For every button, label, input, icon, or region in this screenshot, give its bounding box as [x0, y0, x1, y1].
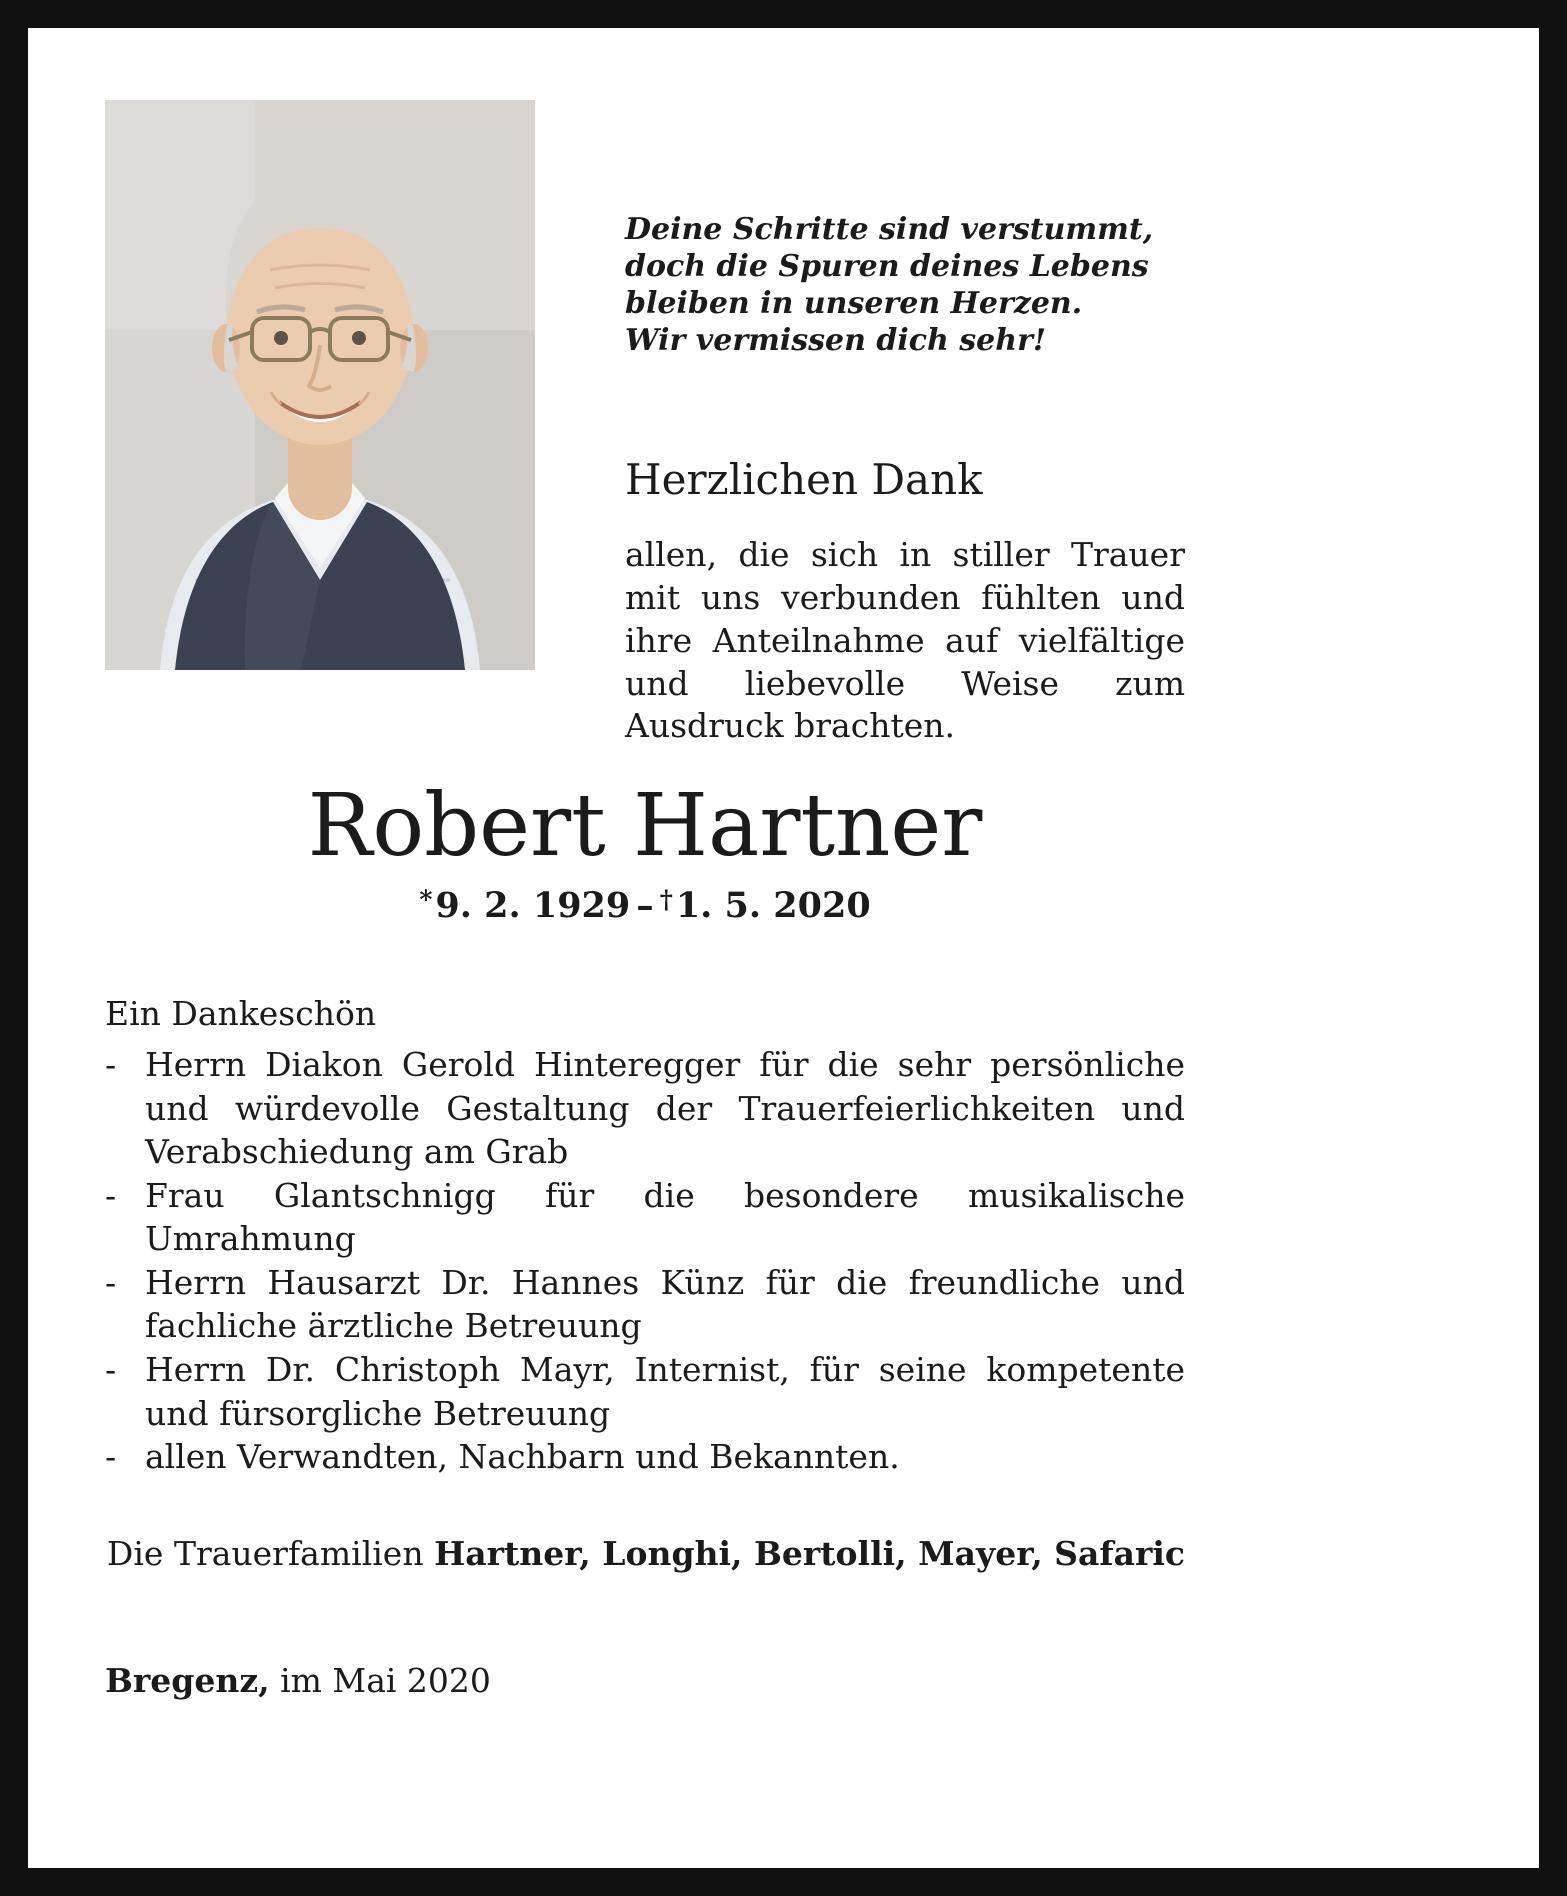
- thanks-body: allen, die sich in stiller Trauer mit uns verbunden fühlten und ihre Anteilnahme auf vielfältige und liebevolle Weise zum Ausdruck brachten.: [625, 534, 1185, 746]
- poem-line: Deine Schritte sind verstummt,: [625, 212, 1154, 247]
- list-item: [105, 1348, 1185, 1435]
- list-item-marker: -: [105, 1045, 117, 1085]
- death-date: 1. 5. 2020: [675, 885, 871, 927]
- deceased-name: Robert Hartner: [307, 776, 983, 877]
- family-line: [105, 1534, 1185, 1573]
- dates-separator: –: [636, 885, 654, 927]
- list-item: [105, 1261, 1185, 1348]
- list-item: [105, 1043, 1185, 1174]
- poem-line: bleiben in unseren Herzen.: [625, 285, 1083, 321]
- right-column: [625, 100, 1185, 748]
- list-item-marker: -: [105, 1437, 117, 1477]
- acknowledgements-heading: Ein Dankeschön: [105, 994, 377, 1034]
- top-section: [105, 100, 1185, 748]
- obituary-content: [105, 100, 1185, 1700]
- thanks-heading: Herzlichen Dank: [625, 454, 983, 504]
- portrait-photo: [105, 100, 535, 670]
- list-item: [105, 1435, 1185, 1479]
- family-names: Hartner, Longhi, Bertolli, Mayer, Safaric: [434, 1533, 1185, 1573]
- place: Bregenz,: [105, 1660, 270, 1700]
- list-item-text: Herrn Dr. Christoph Mayr, Internist, für seine kompetente und fürsorgliche Betreuung: [145, 1350, 1185, 1433]
- poem-line: Wir vermissen dich sehr!: [625, 322, 1047, 358]
- portrait-illustration: [105, 100, 535, 670]
- list-item-marker: -: [105, 1350, 117, 1390]
- death-symbol: †: [659, 885, 673, 915]
- list-item-text: Herrn Hausarzt Dr. Hannes Künz für die freundliche und fachliche ärztliche Betreuung: [145, 1262, 1185, 1346]
- life-dates: [105, 885, 1185, 926]
- birth-date: 9. 2. 1929: [435, 885, 631, 927]
- acknowledgements-list: [105, 1043, 1185, 1478]
- memorial-poem: [625, 212, 1185, 360]
- poem-line: doch die Spuren deines Lebens: [625, 248, 1149, 284]
- list-item-text: allen Verwandten, Nachbarn und Bekannten.: [145, 1437, 900, 1477]
- list-item-text: Frau Glantschnigg für die besondere musikalische Umrahmung: [145, 1175, 1185, 1259]
- birth-symbol: *: [419, 885, 433, 915]
- place-date-line: [105, 1661, 1185, 1700]
- list-item-text: Herrn Diakon Gerold Hinteregger für die sehr persönliche und würdevolle Gestaltung der Trauerfeierlichkeiten und Verabschiedung am Grab: [145, 1045, 1185, 1172]
- family-prefix: Die Trauerfamilien: [106, 1533, 424, 1573]
- list-item-marker: -: [105, 1262, 117, 1302]
- list-item: [105, 1174, 1185, 1261]
- date: im Mai 2020: [280, 1660, 491, 1700]
- list-item-marker: -: [105, 1175, 117, 1215]
